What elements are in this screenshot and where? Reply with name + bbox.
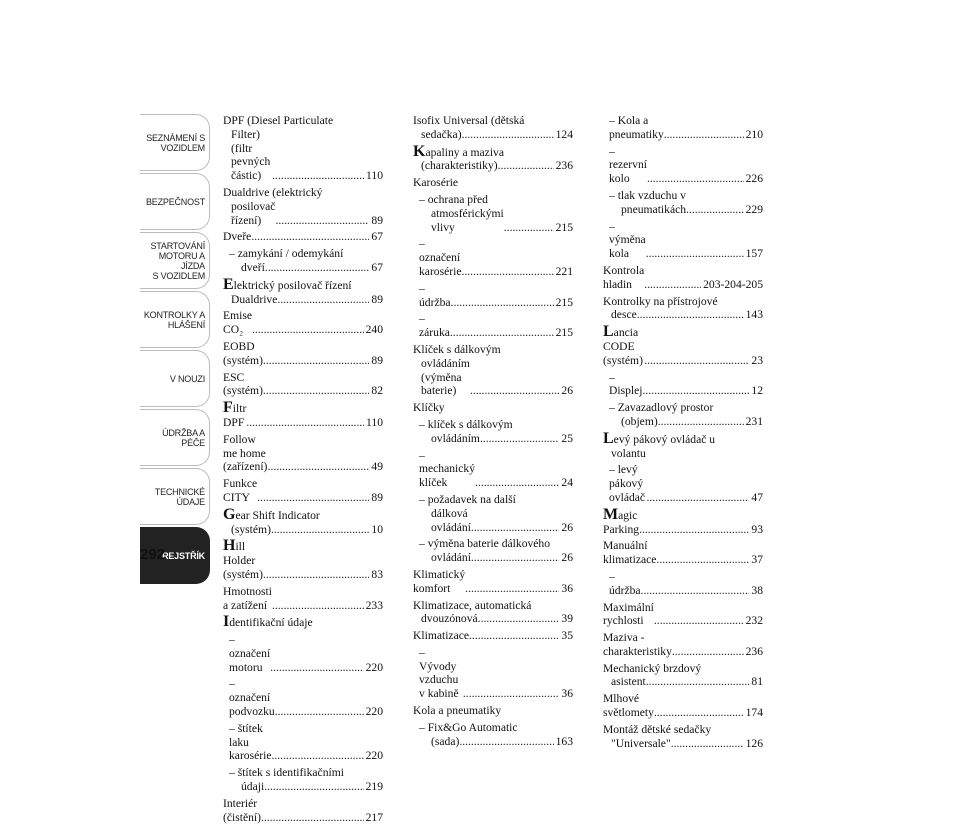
initial-letter: M — [603, 505, 619, 523]
initial-letter: K — [413, 142, 426, 160]
index-column-1 — [223, 114, 383, 827]
page-ref[interactable]: 226 — [745, 172, 763, 186]
page-ref[interactable]: 35 — [561, 629, 573, 643]
index-entry — [413, 704, 573, 718]
index-entry — [603, 570, 763, 598]
index-entry — [413, 721, 573, 749]
dot-leader — [471, 521, 559, 535]
entry-text: ill Holder (systém) — [223, 540, 263, 581]
index-entry — [413, 537, 573, 565]
dot-leader — [637, 308, 744, 322]
dot-leader — [265, 261, 370, 275]
index-entry — [413, 237, 573, 278]
entry-text: Interiér (čistění) — [223, 796, 261, 824]
entry-text: dveří — [241, 260, 265, 274]
index-entry — [223, 797, 383, 825]
page-ref[interactable]: 221 — [555, 264, 573, 278]
page-ref[interactable]: 89 — [371, 353, 383, 367]
index-entry — [413, 114, 573, 142]
dot-leader — [478, 612, 560, 626]
entry-text: Mechanický brzdový — [603, 661, 702, 675]
dot-leader — [263, 568, 369, 582]
index-entry — [223, 247, 383, 275]
entry-text: – výměna kola — [609, 219, 646, 261]
initial-letter: F — [223, 399, 233, 417]
index-entry — [603, 114, 763, 142]
page-ref[interactable]: 157 — [745, 247, 763, 261]
index-entry — [413, 176, 573, 190]
dot-leader — [251, 230, 369, 244]
index-entry — [603, 429, 763, 461]
entry-text: EOBD (systém) — [223, 339, 263, 367]
index-entry — [413, 193, 573, 234]
index-column-3 — [603, 114, 763, 753]
page-ref[interactable]: 220 — [365, 749, 383, 763]
index-entry — [223, 401, 383, 430]
page-ref[interactable]: 236 — [555, 159, 573, 173]
page-ref[interactable]: 126 — [745, 736, 763, 750]
entry-text: (objem) — [621, 414, 658, 428]
entry-text: Emise CO₂ — [223, 309, 252, 337]
chapter-tab[interactable]: TECHNICKÉ ÚDAJE — [140, 468, 210, 525]
dot-leader — [461, 265, 553, 279]
dot-leader — [471, 551, 559, 565]
page-ref[interactable]: 24 — [561, 476, 573, 490]
index-entry — [413, 568, 573, 596]
page-ref[interactable]: 236 — [745, 644, 763, 658]
page-ref[interactable]: 143 — [745, 308, 763, 322]
entry-text: údaji — [241, 780, 265, 794]
page-ref[interactable]: 82 — [371, 384, 383, 398]
page-ref[interactable]: 89 — [371, 213, 383, 227]
dot-leader — [451, 296, 554, 310]
entry-text: posilovač řízení) — [231, 199, 276, 227]
index-entry — [603, 601, 763, 629]
page-ref[interactable]: 37 — [751, 553, 763, 567]
chapter-tab[interactable]: SEZNÁMENÍ S VOZIDLEM — [140, 114, 210, 171]
dot-leader — [465, 582, 559, 596]
entry-text: Maziva - charakteristiky — [603, 631, 672, 658]
entry-text: desce — [611, 308, 637, 322]
index-entry — [223, 677, 383, 718]
entry-text: iltr DPF — [223, 402, 247, 429]
dot-leader — [275, 214, 369, 228]
entry-text: (charakteristiky) — [421, 159, 498, 173]
entry-text: atmosférickými vlivy — [431, 206, 504, 234]
dot-leader — [646, 675, 750, 689]
entry-text: – Fix&Go Automatic — [419, 720, 518, 734]
index-entry — [603, 325, 763, 367]
entry-text: Klíčky — [413, 401, 445, 415]
entry-text: Mlhové světlomety — [603, 692, 654, 720]
dot-leader — [450, 326, 554, 340]
index-entry — [223, 371, 383, 399]
entry-text: Klimatizace — [413, 629, 470, 643]
index-entry — [603, 295, 763, 323]
page-ref[interactable]: 219 — [365, 780, 383, 794]
entry-text: Klimatizace, automatická — [413, 598, 532, 612]
page-ref[interactable]: 83 — [371, 567, 383, 581]
index-entry — [223, 309, 383, 337]
index-entry — [223, 275, 383, 307]
entry-text: Kola a pneumatiky — [413, 704, 502, 718]
page-ref[interactable]: 10 — [371, 522, 383, 536]
entry-text: dvouzónová — [421, 612, 478, 626]
entry-text: DPF (Diesel Particulate — [223, 114, 334, 127]
dot-leader — [272, 169, 364, 183]
dot-leader — [647, 491, 750, 505]
index-entry — [413, 449, 573, 490]
entry-text: ESC (systém) — [223, 370, 263, 398]
entry-text: (sada) — [431, 734, 460, 748]
dot-leader — [671, 737, 744, 751]
dot-leader — [263, 354, 369, 368]
dot-leader — [271, 523, 369, 537]
dot-leader — [275, 705, 364, 719]
entry-text: – zamykání / odemykání — [229, 247, 344, 261]
dot-leader — [475, 476, 559, 490]
entry-text: – rezervní kolo — [609, 144, 647, 186]
page-ref[interactable]: 26 — [561, 551, 573, 565]
page-ref[interactable]: 93 — [751, 522, 763, 536]
entry-text: Klíček s dálkovým — [413, 342, 501, 356]
index-entry — [413, 401, 573, 415]
dot-leader — [270, 661, 363, 675]
index-entry — [413, 629, 573, 643]
dot-leader — [654, 706, 744, 720]
dot-leader — [272, 599, 364, 613]
dot-leader — [644, 354, 749, 368]
page-ref[interactable]: 215 — [555, 326, 573, 340]
entry-text: ovládání — [431, 551, 471, 565]
page-ref[interactable]: 233 — [365, 598, 383, 612]
chapter-tab[interactable]: V NOUZI — [140, 350, 210, 407]
page-ref[interactable]: 217 — [365, 810, 383, 824]
page-ref[interactable]: 231 — [745, 414, 763, 428]
dot-leader — [264, 780, 363, 794]
initial-letter: H — [223, 537, 236, 555]
index-entry — [603, 692, 763, 720]
index-entry — [603, 145, 763, 186]
entry-text: – Kola a pneumatiky — [609, 114, 664, 141]
page-ref[interactable]: 215 — [555, 295, 573, 309]
entry-text: – označení motoru — [229, 633, 271, 674]
entry-text: Dualdrive (elektrický — [223, 185, 323, 199]
entry-text: pneumatikách — [621, 202, 687, 216]
index-entry — [603, 539, 763, 567]
page-ref[interactable]: 163 — [555, 734, 573, 748]
dot-leader — [480, 432, 559, 446]
entry-text: sedačka) — [421, 127, 462, 141]
dot-leader — [686, 203, 744, 217]
entry-text: – štítek laku karosérie — [229, 721, 272, 763]
index-entry — [413, 646, 573, 701]
dot-leader — [646, 247, 744, 261]
entry-text: Montáž dětské sedačky — [603, 722, 712, 736]
dot-leader — [644, 278, 701, 292]
page-ref[interactable]: 210 — [745, 127, 763, 141]
index-entry — [603, 631, 763, 659]
index-entry — [223, 433, 383, 474]
index-entry — [603, 662, 763, 690]
index-entry — [603, 189, 763, 217]
index-entry — [223, 633, 383, 674]
page-ref[interactable]: 240 — [365, 323, 383, 337]
entry-text: Hmotnosti a zatížení — [223, 584, 272, 612]
entry-text: ovládáním — [431, 431, 480, 445]
page-ref[interactable]: 26 — [561, 520, 573, 534]
entry-text: – požadavek na další — [419, 492, 516, 506]
page-ref[interactable]: 232 — [745, 614, 763, 628]
page-ref[interactable]: 26 — [561, 384, 573, 398]
index-entry — [223, 230, 383, 244]
page-ref[interactable]: 49 — [371, 460, 383, 474]
entry-text: – Vývody vzduchu v kabině — [419, 645, 459, 701]
dot-leader — [263, 384, 369, 398]
entry-text: lektrický posilovač řízení — [233, 278, 352, 292]
initial-letter: I — [223, 613, 230, 631]
page-ref[interactable]: 89 — [371, 292, 383, 306]
entry-text: – klíček s dálkovým — [419, 417, 513, 431]
chapter-tab[interactable]: BEZPEČNOST — [140, 173, 210, 230]
page-ref[interactable]: 110 — [366, 415, 383, 429]
entry-text: Funkce CITY — [223, 477, 258, 504]
entry-text: Follow me home (zařízení) — [223, 432, 268, 474]
page-ref[interactable]: 36 — [561, 687, 573, 701]
page-ref[interactable]: 215 — [555, 220, 573, 234]
page-ref[interactable]: 81 — [751, 675, 763, 689]
entry-text: – štítek s identifikačními — [229, 766, 344, 780]
page-ref[interactable]: 25 — [561, 431, 573, 445]
index-entry — [223, 722, 383, 763]
entry-text: – Zavazadlový prostor — [609, 401, 714, 415]
initial-letter: E — [223, 275, 234, 293]
chapter-tab[interactable]: STARTOVÁNÍ MOTORU A JÍZDA S VOZIDLEM — [140, 232, 210, 289]
initial-letter: L — [603, 429, 614, 447]
chapter-tabs — [140, 114, 210, 586]
initial-letter: G — [223, 505, 236, 523]
index-entry — [603, 264, 763, 292]
entry-text: – ochrana před — [419, 192, 488, 206]
entry-text: – záruka — [419, 312, 450, 340]
dot-leader — [658, 415, 744, 429]
initial-letter: L — [603, 323, 614, 341]
dot-leader — [656, 553, 749, 567]
dot-leader — [641, 584, 750, 598]
entry-text: Manuální klimatizace — [603, 539, 657, 567]
index-entry — [413, 282, 573, 310]
index-entry — [413, 418, 573, 446]
entry-text: evý pákový ovládač u — [613, 432, 716, 446]
page-ref[interactable]: 47 — [751, 490, 763, 504]
page-ref[interactable]: 124 — [555, 127, 573, 141]
entry-text: Karosérie — [413, 176, 459, 190]
index-entry — [413, 493, 573, 534]
dot-leader — [504, 221, 554, 235]
entry-text: asistent — [611, 675, 646, 689]
entry-text: "Universale" — [611, 736, 671, 750]
dot-leader — [268, 460, 370, 474]
dot-leader — [469, 629, 559, 643]
entry-text: – výměna baterie dálkového — [419, 537, 551, 551]
chapter-tab[interactable]: ÚDRŽBA A PÉČE — [140, 409, 210, 466]
index-entry — [413, 599, 573, 627]
index-entry — [603, 371, 763, 399]
entry-text: ear Shift Indicator — [235, 508, 320, 522]
chapter-tab[interactable]: KONTROLKY A HLÁŠENÍ — [140, 291, 210, 348]
dot-leader — [271, 749, 363, 763]
index-entry — [413, 312, 573, 340]
dot-leader — [664, 128, 744, 142]
dot-leader — [498, 159, 554, 173]
index-entry — [223, 505, 383, 537]
dot-leader — [647, 172, 744, 186]
index-entry — [223, 539, 383, 581]
dot-leader — [277, 293, 369, 307]
page-ref[interactable]: 220 — [365, 660, 383, 674]
page-ref[interactable]: 110 — [366, 169, 383, 183]
entry-text: volantu — [611, 446, 646, 460]
page-ref[interactable]: 36 — [561, 581, 573, 595]
page-ref[interactable]: 67 — [371, 260, 383, 274]
dot-leader — [246, 416, 364, 430]
dot-leader — [672, 645, 744, 659]
index-entry — [603, 401, 763, 429]
page-ref[interactable]: 12 — [751, 384, 763, 398]
index-entry — [603, 723, 763, 751]
page-ref[interactable]: 229 — [745, 202, 763, 216]
index-entry — [223, 477, 383, 505]
dot-leader — [642, 384, 749, 398]
dot-leader — [459, 735, 553, 749]
index-entry — [603, 220, 763, 261]
entry-text: – tlak vzduchu v — [609, 188, 686, 202]
index-entry — [603, 463, 763, 504]
index-entry — [223, 340, 383, 368]
page-ref[interactable]: 220 — [365, 705, 383, 719]
dot-leader — [639, 523, 749, 537]
entry-text: dentifikační údaje — [229, 616, 313, 630]
page-ref[interactable]: 39 — [561, 612, 573, 626]
index-entry — [603, 505, 763, 537]
entry-text: Dualdrive — [231, 292, 278, 306]
page-ref[interactable]: 23 — [751, 353, 763, 367]
page-ref[interactable]: 174 — [745, 706, 763, 720]
entry-text: Dveře — [223, 230, 252, 244]
entry-text: dálková ovládání — [431, 506, 471, 534]
entry-text: – údržba — [419, 281, 451, 309]
dot-leader — [470, 384, 559, 398]
entry-text: agic Parking — [603, 508, 640, 536]
dot-leader — [463, 687, 560, 701]
entry-text: Klimatický komfort — [413, 567, 466, 595]
index-entry — [223, 585, 383, 613]
dot-leader — [462, 128, 554, 142]
index-column-2 — [413, 114, 573, 751]
dot-leader — [654, 614, 744, 628]
entry-text: Kontrola hladin — [603, 263, 645, 291]
page-ref[interactable]: 203-204-205 — [703, 277, 763, 291]
entry-text: – údržba — [609, 569, 641, 597]
index-entry — [223, 186, 383, 227]
entry-text: – levý pákový ovládač — [609, 463, 646, 504]
entry-text: – označení karosérie — [419, 237, 462, 278]
entry-text: apaliny a maziva — [425, 145, 504, 159]
entry-text: Isofix Universal (dětská — [413, 114, 525, 127]
page-ref[interactable]: 89 — [371, 490, 383, 504]
index-entry — [223, 766, 383, 794]
dot-leader — [252, 323, 364, 337]
entry-text: Maximální rychlosti — [603, 600, 654, 628]
dot-leader — [261, 811, 364, 825]
entry-text: (systém) — [231, 522, 271, 536]
chapter-tab[interactable]: REJSTŘÍK — [140, 527, 210, 584]
page-number: 292 — [140, 546, 166, 563]
page-ref[interactable]: 67 — [371, 230, 383, 244]
index-entry — [223, 615, 383, 630]
entry-text: – Displej — [609, 370, 643, 398]
entry-text: – mechanický klíček — [419, 448, 476, 490]
index-entry — [413, 343, 573, 398]
entry-text: Filter) (filtr pevných částic) — [231, 127, 271, 183]
index-entry — [223, 114, 383, 183]
dot-leader — [257, 491, 369, 505]
page-ref[interactable]: 38 — [751, 583, 763, 597]
index-entry — [413, 142, 573, 174]
entry-text: ancia CODE (systém) — [603, 326, 643, 367]
entry-text: – označení podvozku — [229, 677, 275, 719]
entry-text: ovládáním (výměna baterie) — [421, 356, 470, 398]
entry-text: Kontrolky na přístrojové — [603, 294, 718, 308]
